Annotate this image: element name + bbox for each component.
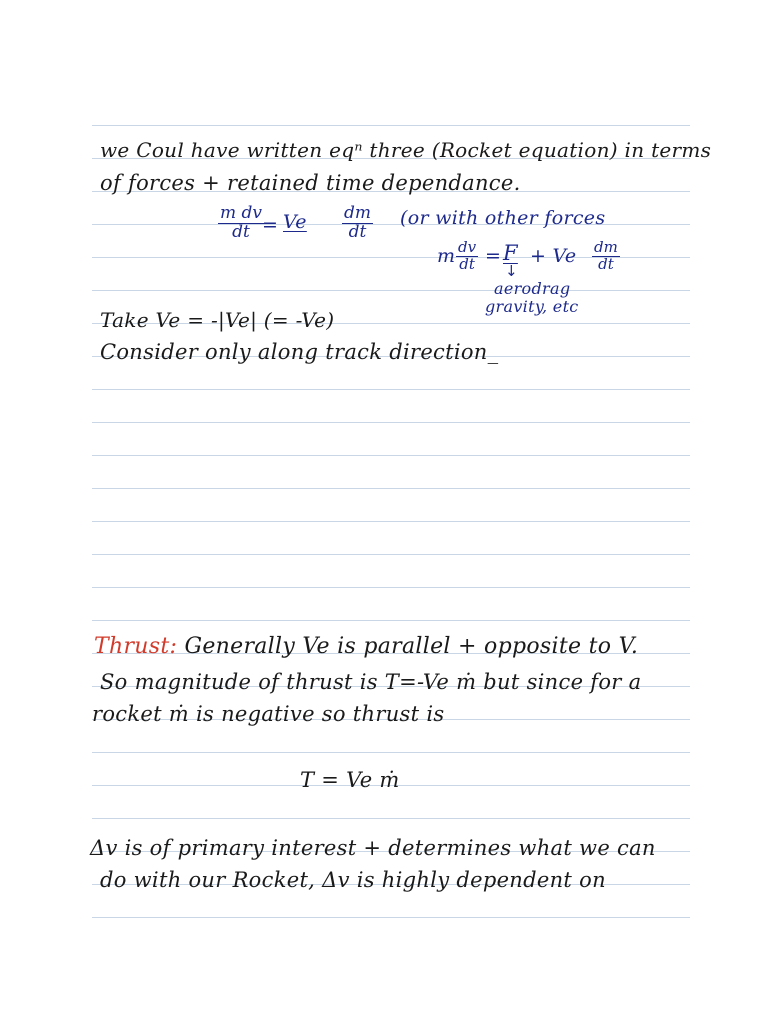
delta-v-line-2: do with our Rocket, Δv is highly dependent on	[100, 868, 606, 892]
ruled-line	[92, 818, 690, 819]
ruled-line	[92, 125, 690, 126]
thrust-text: Generally Ve is parallel + opposite to V.	[184, 634, 639, 659]
thrust-equation: T = Ve ṁ	[300, 768, 400, 792]
eq2-lhs-m: m	[437, 245, 456, 267]
delta-v-line-1: Δv is of primary interest + determines what we can	[90, 836, 656, 860]
note-line-2: of forces + retained time dependance.	[100, 171, 521, 195]
note-line-1: we Coul have written eqⁿ three (Rocket equation) in terms	[100, 138, 712, 162]
eq1-note: (or with other forces	[400, 207, 606, 229]
ruled-line	[92, 521, 690, 522]
thrust-label: Thrust:	[94, 634, 178, 659]
ruled-line	[92, 587, 690, 588]
take-ve-line: Take Ve = -|Ve| (= -Ve)	[100, 308, 335, 332]
eq2-rhs-fraction	[592, 240, 620, 273]
ruled-line	[92, 752, 690, 753]
eq2-equals: =	[485, 245, 502, 267]
eq1-ve: Ve	[283, 211, 307, 233]
eq1-lhs-fraction	[218, 205, 264, 242]
eq2-force: F	[503, 241, 518, 265]
ruled-line	[92, 422, 690, 423]
ruled-line	[92, 290, 690, 291]
ruled-line	[92, 554, 690, 555]
eq2-lhs-numerator: dv	[458, 238, 477, 256]
eq2-plus-ve: + Ve	[530, 245, 577, 267]
eq1-rhs-fraction	[342, 205, 373, 242]
ruled-line	[92, 488, 690, 489]
eq2-rhs-denominator: dt	[598, 254, 614, 273]
eq2-annotation-aerodrag: aerodrag	[494, 279, 571, 298]
consider-line: Consider only along track direction_	[100, 340, 499, 364]
ruled-line	[92, 389, 690, 390]
rocket-line: rocket ṁ is negative so thrust is	[92, 702, 445, 726]
eq1-lhs-numerator: m dv	[220, 203, 263, 223]
eq1-rhs-denominator: dt	[348, 221, 367, 242]
eq2-lhs-denominator: dt	[459, 254, 475, 273]
down-arrow-icon: ↓	[505, 262, 518, 280]
ruled-line	[92, 620, 690, 621]
eq2-rhs-numerator: dm	[594, 238, 618, 256]
eq2-lhs-fraction	[456, 240, 478, 273]
ruled-line	[92, 455, 690, 456]
magnitude-line: So magnitude of thrust is T=-Ve ṁ but since for a	[100, 670, 642, 694]
eq1-equals: =	[262, 214, 279, 236]
eq1-lhs-denominator: dt	[232, 221, 250, 242]
eq2-annotation-gravity: gravity, etc	[485, 297, 579, 316]
thrust-line	[94, 634, 638, 659]
eq1-rhs-numerator: dm	[344, 203, 372, 223]
ruled-line	[92, 917, 690, 918]
